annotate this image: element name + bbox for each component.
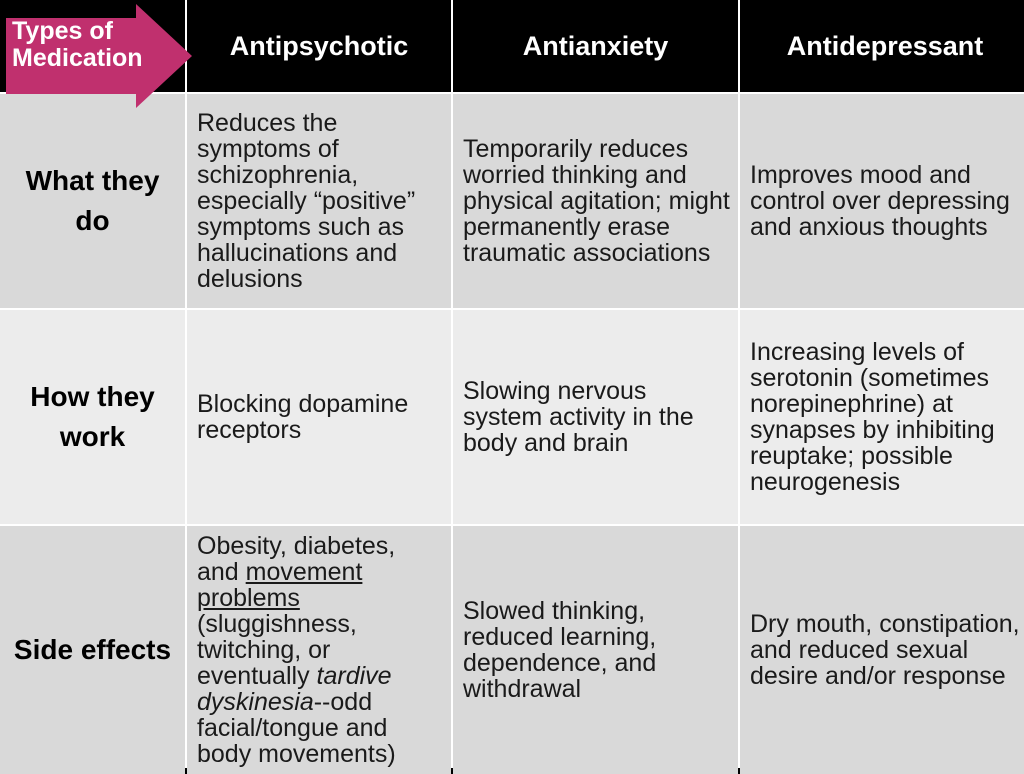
cell-text: Improves mood and control over depressing and anxious thoughts: [750, 161, 1010, 241]
cell-text: Blocking dopamine receptors: [197, 390, 409, 444]
row-header-how-they-work: How they work: [0, 310, 185, 524]
cell-text: Dry mouth, constipation, and reduced sexual desire and/or response: [750, 610, 1020, 690]
table-cell: [187, 526, 451, 774]
row-header-what-they-do: What they do: [0, 94, 185, 308]
column-header-antipsychotic: Antipsychotic: [187, 0, 451, 92]
cell-text: Slowed thinking, reduced learning, dependence, and withdrawal: [463, 597, 657, 703]
table-cell: [740, 94, 1024, 308]
table-cell: [187, 94, 451, 308]
italic-text: tardive dyskinesia: [197, 662, 392, 716]
text-part: --odd facial/tongue and body movements): [197, 688, 396, 768]
table-cell: [740, 526, 1024, 774]
cell-text: Increasing levels of serotonin (sometimes norepinephrine) at synapses by inhibiting reuptake; possible neurogenesis: [750, 338, 995, 496]
text-part: Obesity, diabetes, and: [197, 532, 396, 586]
table-cell: [187, 310, 451, 524]
text-part: (sluggishness, twitching, or eventually: [197, 610, 357, 690]
cell-text: Reduces the symptoms of schizophrenia, especially “positive” symptoms such as hallucinations and delusions: [197, 109, 416, 293]
table-cell: [740, 310, 1024, 524]
cell-text: Slowing nervous system activity in the body and brain: [463, 377, 694, 457]
table-cell: [453, 310, 738, 524]
corner-label: Types of Medication: [12, 17, 143, 72]
table-cell: [453, 526, 738, 774]
underlined-text: movement problems: [197, 558, 363, 612]
table-cell: [453, 94, 738, 308]
cell-text: Temporarily reduces worried thinking and physical agitation; might permanently erase traumatic associations: [463, 135, 730, 267]
column-header-antidepressant: Antidepressant: [740, 0, 1024, 92]
column-header-antianxiety: Antianxiety: [453, 0, 738, 92]
cell-text-side-effects-antipsychotic: [197, 533, 443, 767]
row-header-side-effects: Side effects: [0, 526, 185, 774]
